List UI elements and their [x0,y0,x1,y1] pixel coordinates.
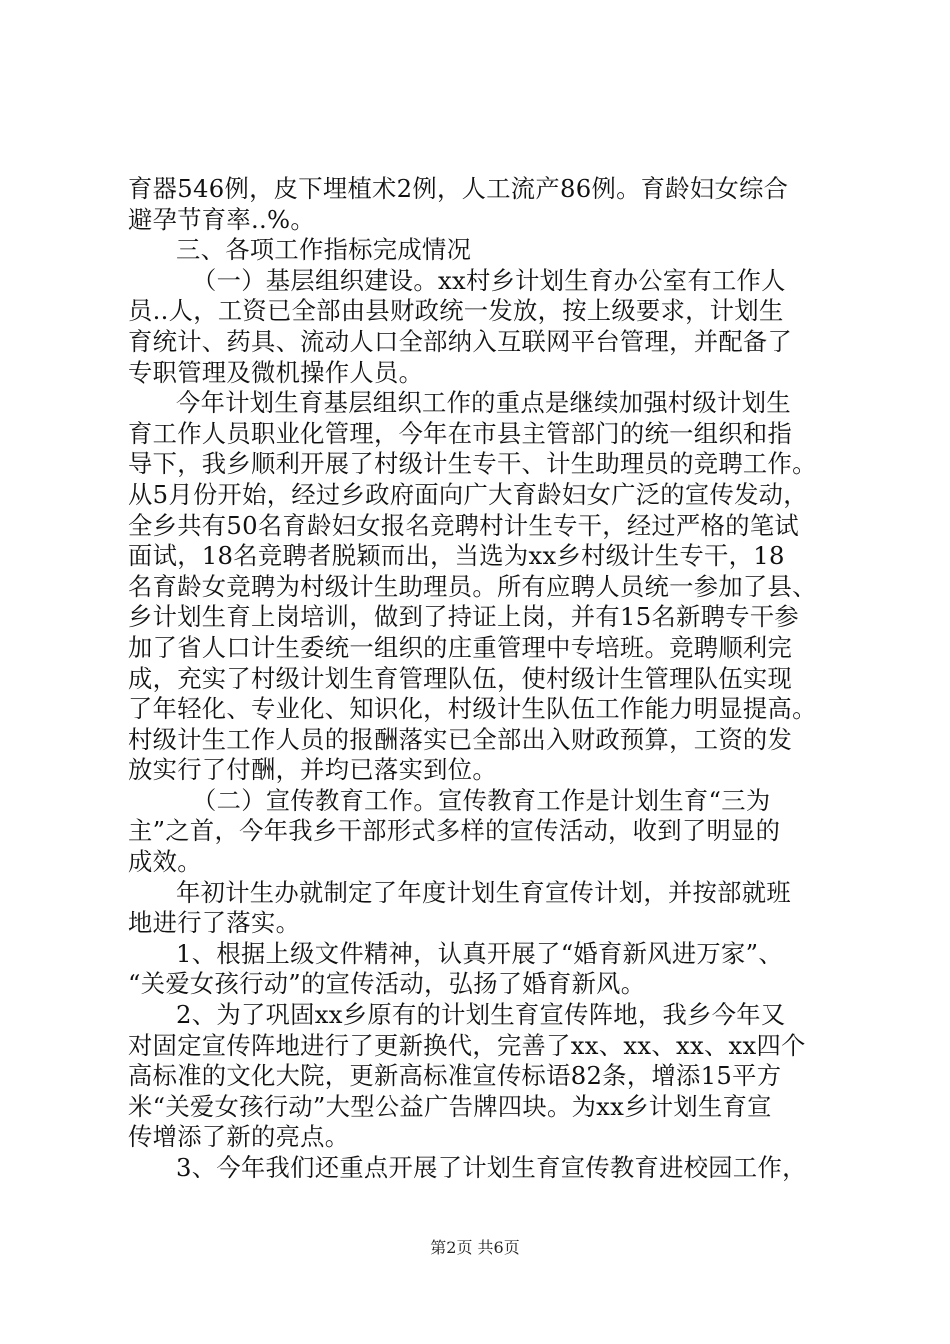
document-body [128,174,833,1184]
text-line: 传增添了新的亮点。 [128,1122,350,1152]
text-line: 了年轻化、专业化、知识化，村级计生队伍工作能力明显提高。 [128,694,817,724]
text-line: 今年计划生育基层组织工作的重点是继续加强村级计划生 [176,388,791,418]
text-line: 成，充实了村级计划生育管理队伍，使村级计生管理队伍实现 [128,663,793,693]
text-line: 育器546例，皮下埋植术2例，人工流产86例。育龄妇女综合 [128,174,789,203]
text-line: 对固定宣传阵地进行了更新换代，完善了xx、xx、xx、xx四个 [128,1030,806,1060]
text-line: 乡计划生育上岗培训，做到了持证上岗，并有15名新聘专干参 [128,602,800,632]
text-line: 米“关爱女孩行动”大型公益广告牌四块。为xx乡计划生育宣 [128,1091,772,1121]
text-line: 加了省人口计生委统一组织的庄重管理中专培班。竞聘顺利完 [128,632,793,662]
text-line: 主”之首，今年我乡干部形式多样的宣传活动，收到了明显的 [128,816,781,846]
text-line: 三、各项工作指标完成情况 [176,235,472,265]
text-line: 放实行了付酬，并均已落实到位。 [128,755,497,785]
text-line: 名育龄女竞聘为村级计生助理员。所有应聘人员统一参加了县、 [128,571,817,601]
text-line: 导下，我乡顺利开展了村级计生专干、计生助理员的竞聘工作。 [128,449,817,479]
text-line: （一）基层组织建设。xx村乡计划生育办公室有工作人 [192,265,786,295]
text-line: 面试，18名竞聘者脱颖而出，当选为xx乡村级计生专干，18 [128,541,785,571]
text-line: 从5月份开始，经过乡政府面向广大育龄妇女广泛的宣传发动， [128,479,808,509]
text-line: 专职管理及微机操作人员。 [128,357,424,387]
text-line: 2、为了巩固xx乡原有的计划生育宣传阵地，我乡今年又 [176,1000,786,1030]
text-line: “关爱女孩行动”的宣传活动，弘扬了婚育新风。 [128,969,646,999]
text-line: 全乡共有50名育龄妇女报名竞聘村计生专干，经过严格的笔试 [128,510,800,540]
page-footer: 第2页 共6页 [430,1238,520,1257]
text-line: 1、根据上级文件精神，认真开展了“婚育新风进万家”、 [176,938,783,968]
text-line: 成效。 [128,847,202,877]
text-line: 高标准的文化大院，更新高标准宣传标语82条，增添15平方 [128,1061,782,1091]
text-line: 避孕节育率..%。 [128,204,316,234]
text-line: （二）宣传教育工作。宣传教育工作是计划生育“三为 [192,785,771,815]
text-line: 育工作人员职业化管理，今年在市县主管部门的统一组织和指 [128,418,793,448]
text-line: 地进行了落实。 [128,908,301,938]
text-line: 3、今年我们还重点开展了计划生育宣传教育进校园工作， [176,1153,807,1182]
text-line: 年初计生办就制定了年度计划生育宣传计划，并按部就班 [176,877,791,907]
text-line: 员..人，工资已全部由县财政统一发放，按上级要求，计划生 [128,296,784,326]
text-line: 育统计、药具、流动人口全部纳入互联网平台管理，并配备了 [128,326,793,356]
text-line: 村级计生工作人员的报酬落实已全部出入财政预算，工资的发 [128,724,793,754]
